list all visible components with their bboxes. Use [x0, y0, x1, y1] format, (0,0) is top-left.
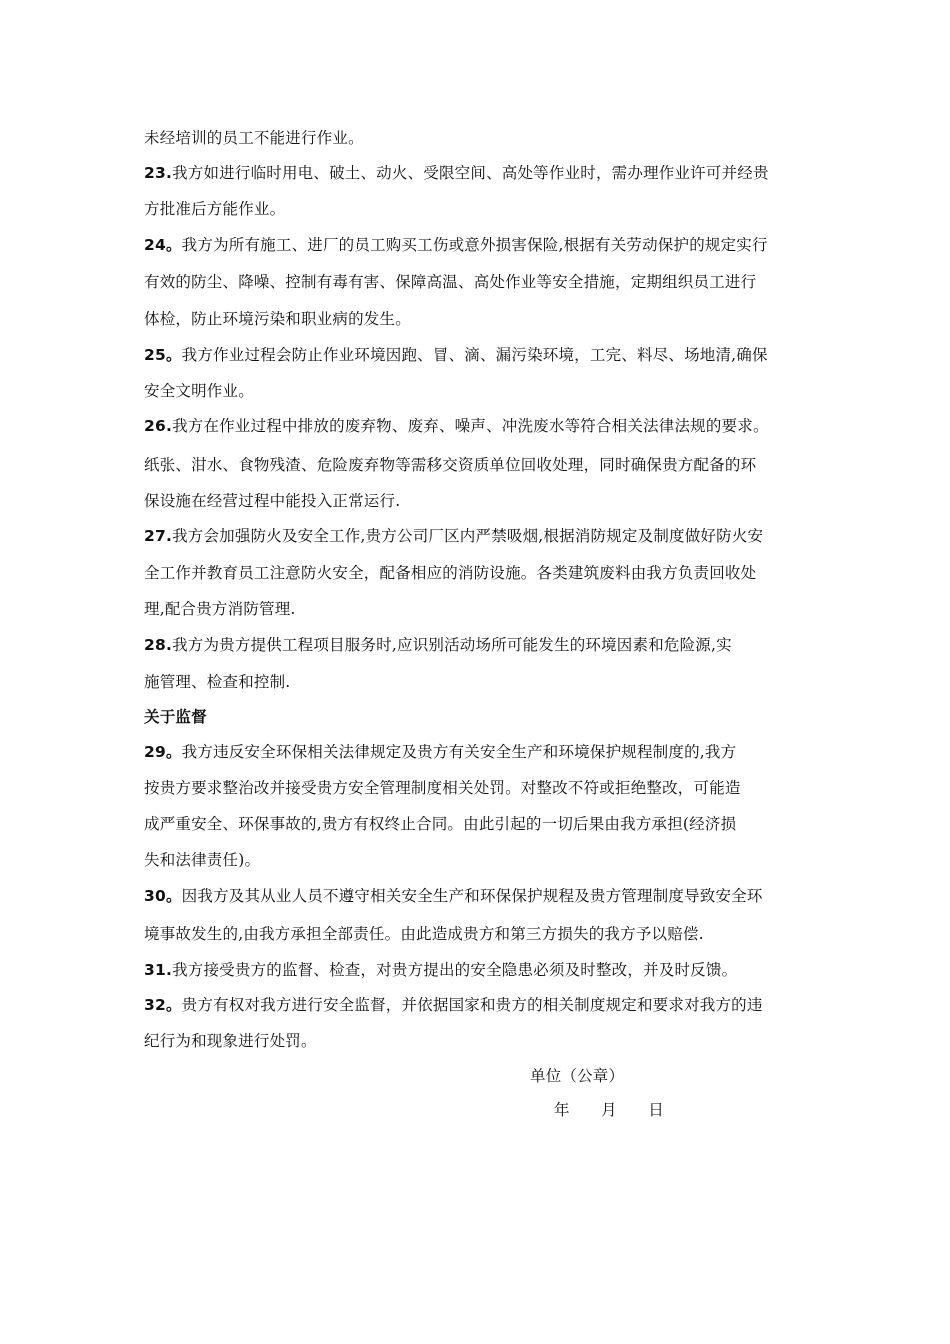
section-heading: 关于监督 — [144, 708, 207, 726]
text-line — [144, 672, 290, 692]
text-line — [144, 742, 736, 762]
line-text: 纪行为和现象进行处罚。 — [144, 1032, 317, 1050]
text-line — [144, 924, 704, 944]
line-text: 按贵方要求整治改并接受贵方安全管理制度相关处罚。对整改不符或拒绝整改，可能造 — [144, 779, 741, 797]
text-line — [144, 235, 768, 255]
line-text: 我方作业过程会防止作业环境因跑、冒、滴、漏污染环境，工完、料尽、场地清,确保 — [181, 346, 768, 364]
text-line — [144, 199, 285, 219]
line-text: 境事故发生的,由我方承担全部责任。由此造成贵方和第三方损失的我方予以赔偿. — [144, 925, 704, 943]
line-text: 我方会加强防火及安全工作,贵方公司厂区内严禁吸烟,根据消防规定及制度做好防火安 — [172, 527, 764, 545]
line-text: 有效的防尘、降噪、控制有毒有害、保障高温、高处作业等安全措施，定期组织员工进行 — [144, 273, 757, 291]
clause-number: 31. — [144, 961, 173, 979]
line-text: 我方违反安全环保相关法律规定及贵方有关安全生产和环境保护规程制度的,我方 — [181, 743, 737, 761]
line-text: 我方在作业过程中排放的废弃物、废弃、噪声、冲洗废水等符合相关法律法规的要求。 — [172, 417, 769, 435]
text-line — [144, 128, 364, 148]
text-line — [144, 778, 741, 798]
clause-number: 30。 — [144, 887, 182, 905]
line-text: 施管理、检查和控制. — [144, 673, 291, 691]
line-text: 纸张、泔水、食物残渣、危险废弃物等需移交资质单位回收处理，同时确保贵方配备的环 — [144, 456, 757, 474]
text-line — [144, 309, 411, 329]
clause-number: 26. — [144, 417, 173, 435]
clause-number: 25。 — [144, 346, 182, 364]
clause-number: 28. — [144, 636, 173, 654]
text-line — [144, 1031, 317, 1051]
line-text: 我方接受贵方的监督、检查，对贵方提出的安全隐患必须及时整改，并及时反馈。 — [172, 961, 738, 979]
text-line — [144, 272, 756, 292]
line-text: 保设施在经营过程中能投入正常运行. — [144, 492, 401, 510]
line-text: 失和法律责任)。 — [144, 851, 261, 869]
text-line — [144, 814, 736, 834]
line-text: 全工作并教育员工注意防火安全，配备相应的消防设施。各类建筑废料由我方负责回收处 — [144, 564, 757, 582]
line-text: 因我方及其从业人员不遵守相关安全生产和环保保护规程及贵方管理制度导致安全环 — [181, 887, 763, 905]
clause-number: 23. — [144, 164, 173, 182]
text-line — [144, 599, 296, 619]
text-line — [144, 491, 400, 511]
text-line — [144, 163, 769, 183]
text-line — [144, 416, 769, 436]
line-text: 安全文明作业。 — [144, 382, 254, 400]
text-line — [144, 635, 732, 655]
line-text: 未经培训的员工不能进行作业。 — [144, 129, 364, 147]
line-text: 我方为所有施工、进厂的员工购买工伤或意外损害保险,根据有关劳动保护的规定实行 — [181, 236, 768, 254]
text-line — [144, 995, 763, 1015]
text-line — [144, 345, 768, 365]
line-text: 体检，防止环境污染和职业病的发生。 — [144, 310, 411, 328]
clause-number: 24。 — [144, 236, 182, 254]
line-text: 方批准后方能作业。 — [144, 200, 286, 218]
clause-number: 32。 — [144, 996, 182, 1014]
line-text: 我方如进行临时用电、破土、动火、受限空间、高处等作业时，需办理作业许可并经贵 — [172, 164, 769, 182]
line-text: 我方为贵方提供工程项目服务时,应识别活动场所可能发生的环境因素和危险源,实 — [172, 636, 732, 654]
text-line — [144, 850, 260, 870]
text-line — [144, 886, 763, 906]
line-text: 成严重安全、环保事故的,贵方有权终止合同。由此引起的一切后果由我方承担(经济损 — [144, 815, 737, 833]
text-line — [144, 526, 763, 546]
text-line — [144, 381, 254, 401]
seal-label: 单位（公章） — [530, 1067, 625, 1085]
clause-number: 27. — [144, 527, 173, 545]
text-line — [144, 455, 756, 475]
date-line: 年 月 日 — [554, 1101, 664, 1119]
line-text: 贵方有权对我方进行安全监督，并依据国家和贵方的相关制度规定和要求对我方的违 — [181, 996, 763, 1014]
text-line — [144, 563, 756, 583]
text-line — [144, 960, 737, 980]
line-text: 理,配合贵方消防管理. — [144, 600, 296, 618]
clause-number: 29。 — [144, 743, 182, 761]
